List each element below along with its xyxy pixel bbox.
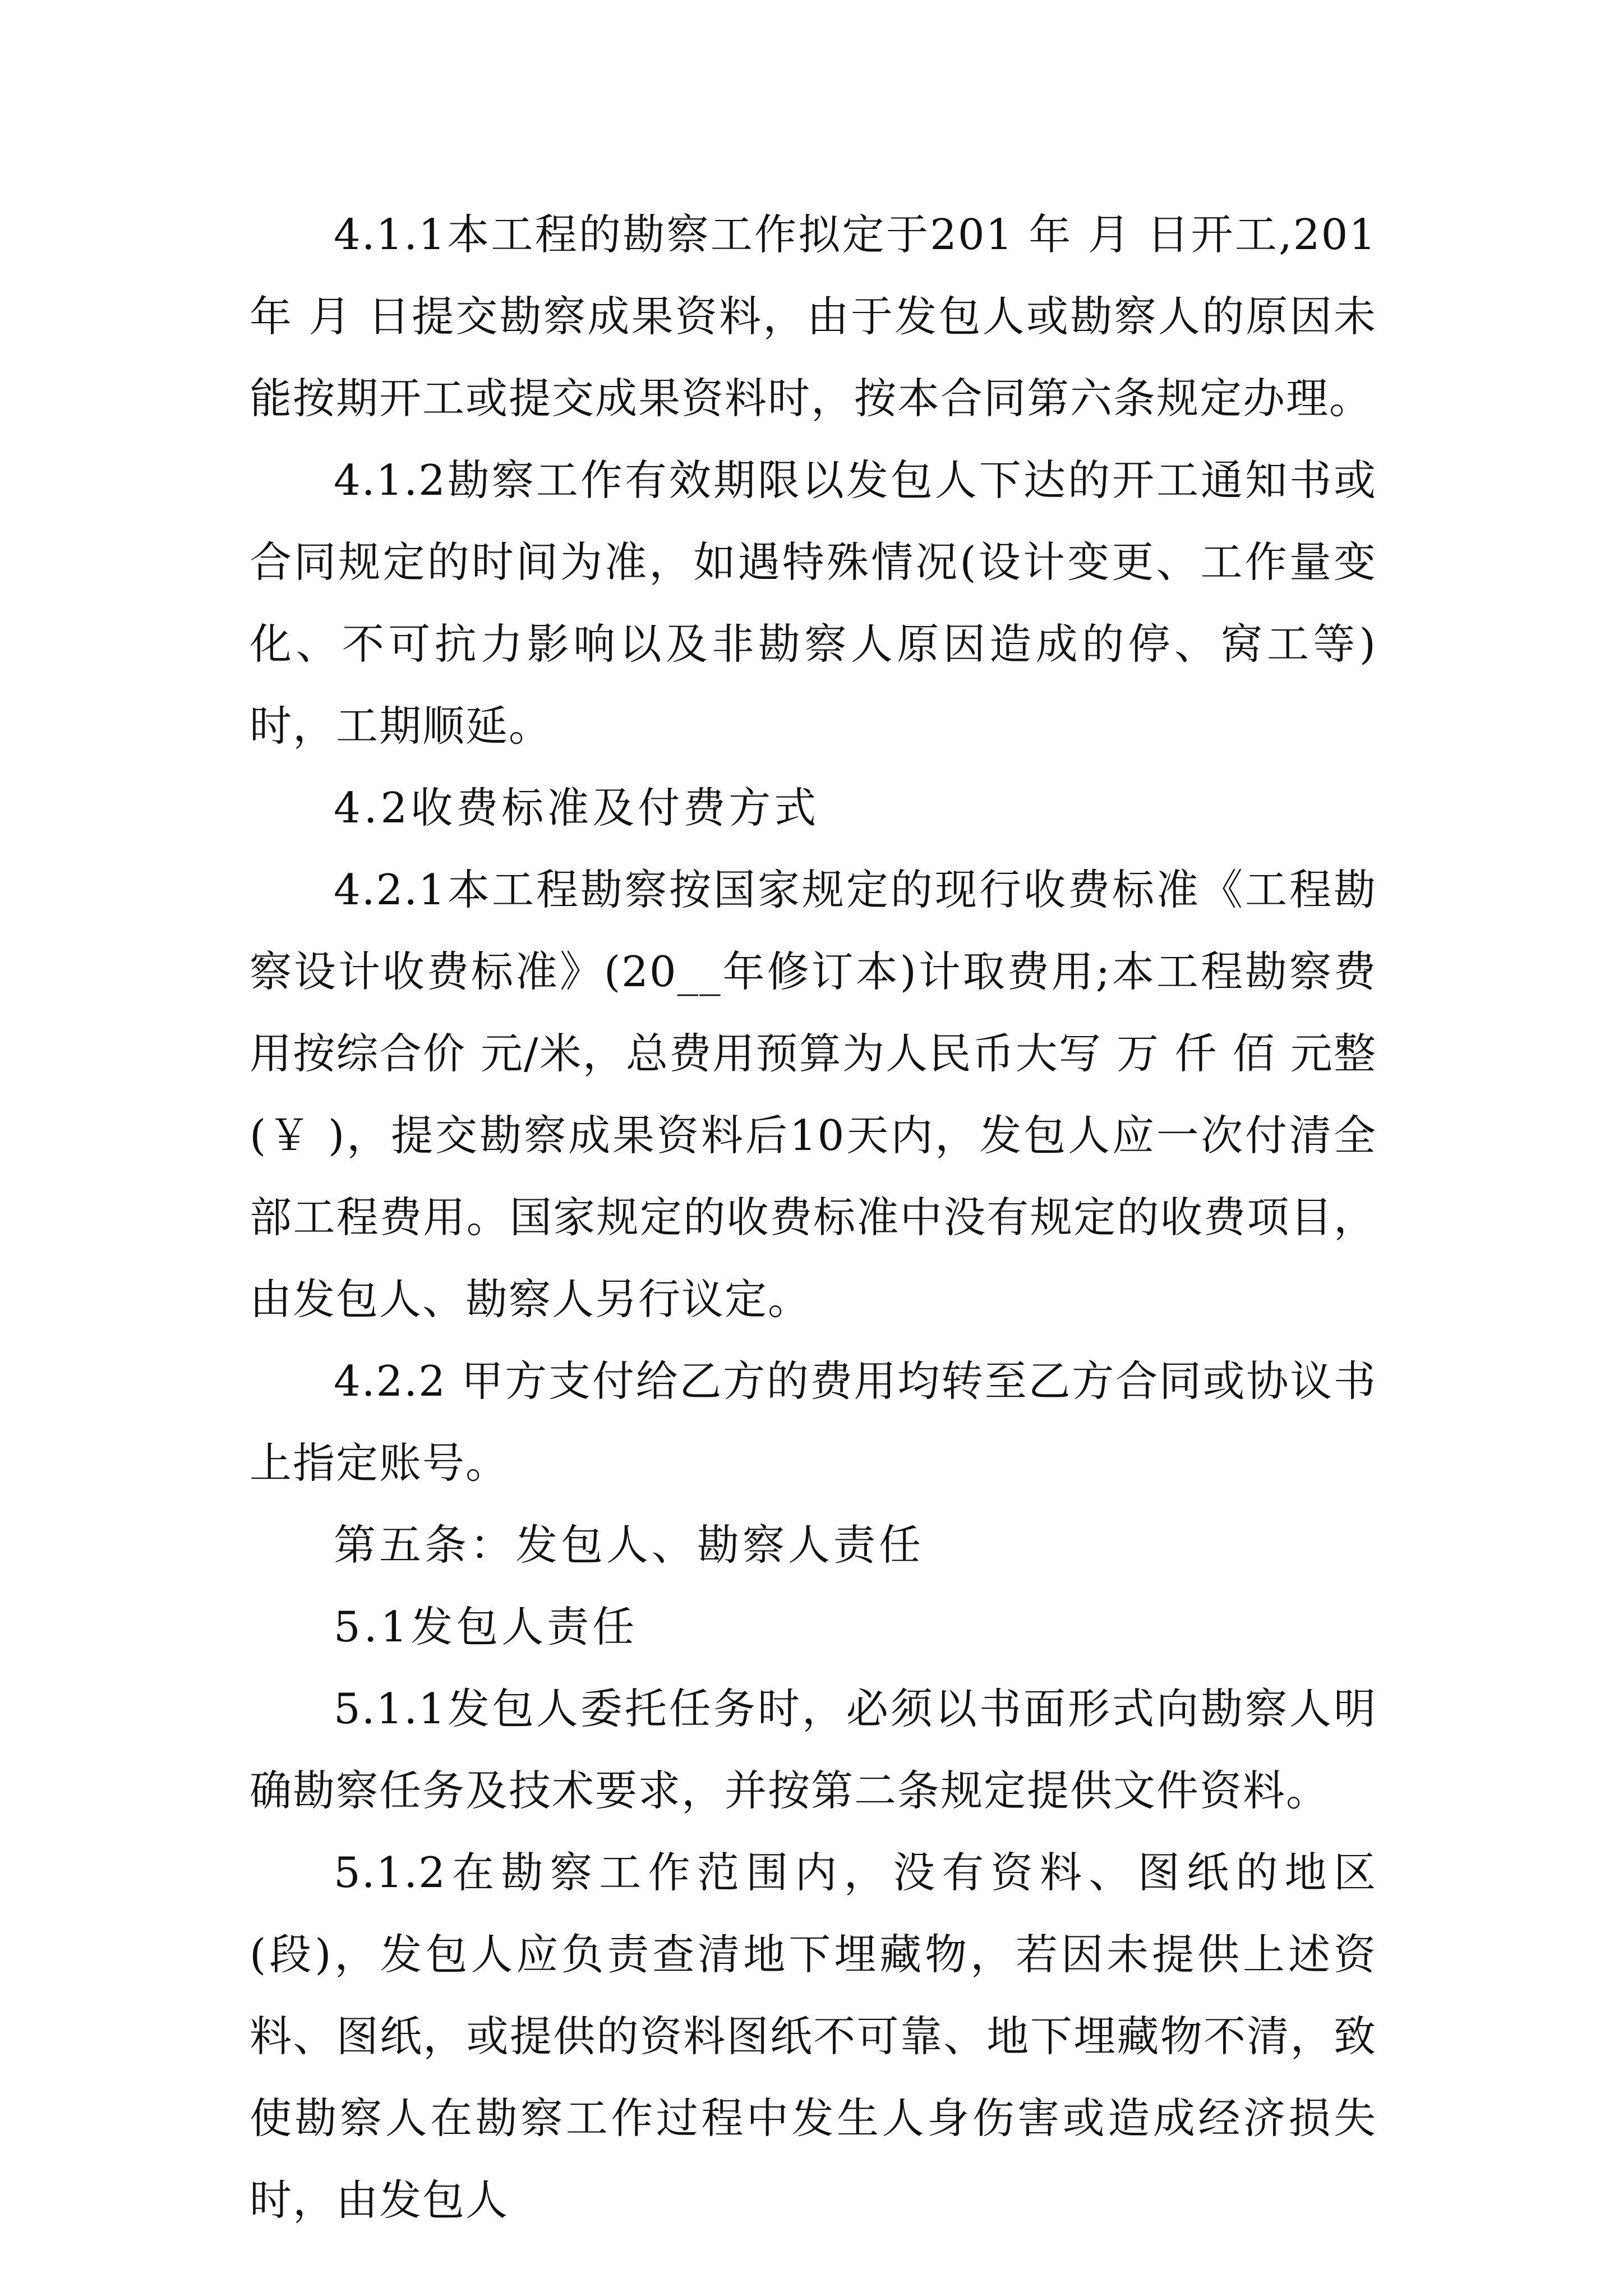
paragraph-4-2-2: 4.2.2 甲方支付给乙方的费用均转至乙方合同或协议书上指定账号。 bbox=[250, 1356, 1377, 1488]
paragraph-4-1-1: 4.1.1本工程的勘察工作拟定于201 年 月 日开工,201年 月 日提交勘察成果资料，由于发包人或勘察人的原因未能按期开工或提交成果资料时，按本合同第六条规定办理。 bbox=[250, 210, 1377, 423]
paragraph-4-2-1: 4.2.1本工程勘察按国家规定的现行收费标准《工程勘察设计收费标准》(20__年修订本)计取费用;本工程勘察费用按综合价 元/米，总费用预算为人民币大写 万 仟 佰 元整(￥ )，提交勘察成果资料后10天内，发包人应一次付清全部工程费用。国家规定的收费标准中没有规定的收费项目，由发包人、勘察人另行议定。 bbox=[250, 865, 1377, 1324]
heading-5-1: 5.1发包人责任 bbox=[334, 1602, 638, 1651]
heading-4-2: 4.2收费标准及付费方式 bbox=[334, 783, 820, 832]
paragraph-4-1-2: 4.1.2勘察工作有效期限以发包人下达的开工通知书或合同规定的时间为准，如遇特殊情况(设计变更、工作量变化、不可抗力影响以及非勘察人原因造成的停、窝工等)时，工期顺延。 bbox=[250, 455, 1377, 751]
document-page bbox=[250, 194, 1377, 2241]
heading-article-5: 第五条：发包人、勘察人责任 bbox=[334, 1520, 925, 1570]
paragraph-5-1-1: 5.1.1发包人委托任务时，必须以书面形式向勘察人明确勘察任务及技术要求，并按第二条规定提供文件资料。 bbox=[250, 1684, 1377, 1815]
paragraph-5-1-2: 5.1.2在勘察工作范围内，没有资料、图纸的地区(段)，发包人应负责查清地下埋藏物，若因未提供上述资料、图纸，或提供的资料图纸不可靠、地下埋藏物不清，致使勘察人在勘察工作过程中发生人身伤害或造成经济损失时，由发包人 bbox=[250, 1848, 1377, 2225]
